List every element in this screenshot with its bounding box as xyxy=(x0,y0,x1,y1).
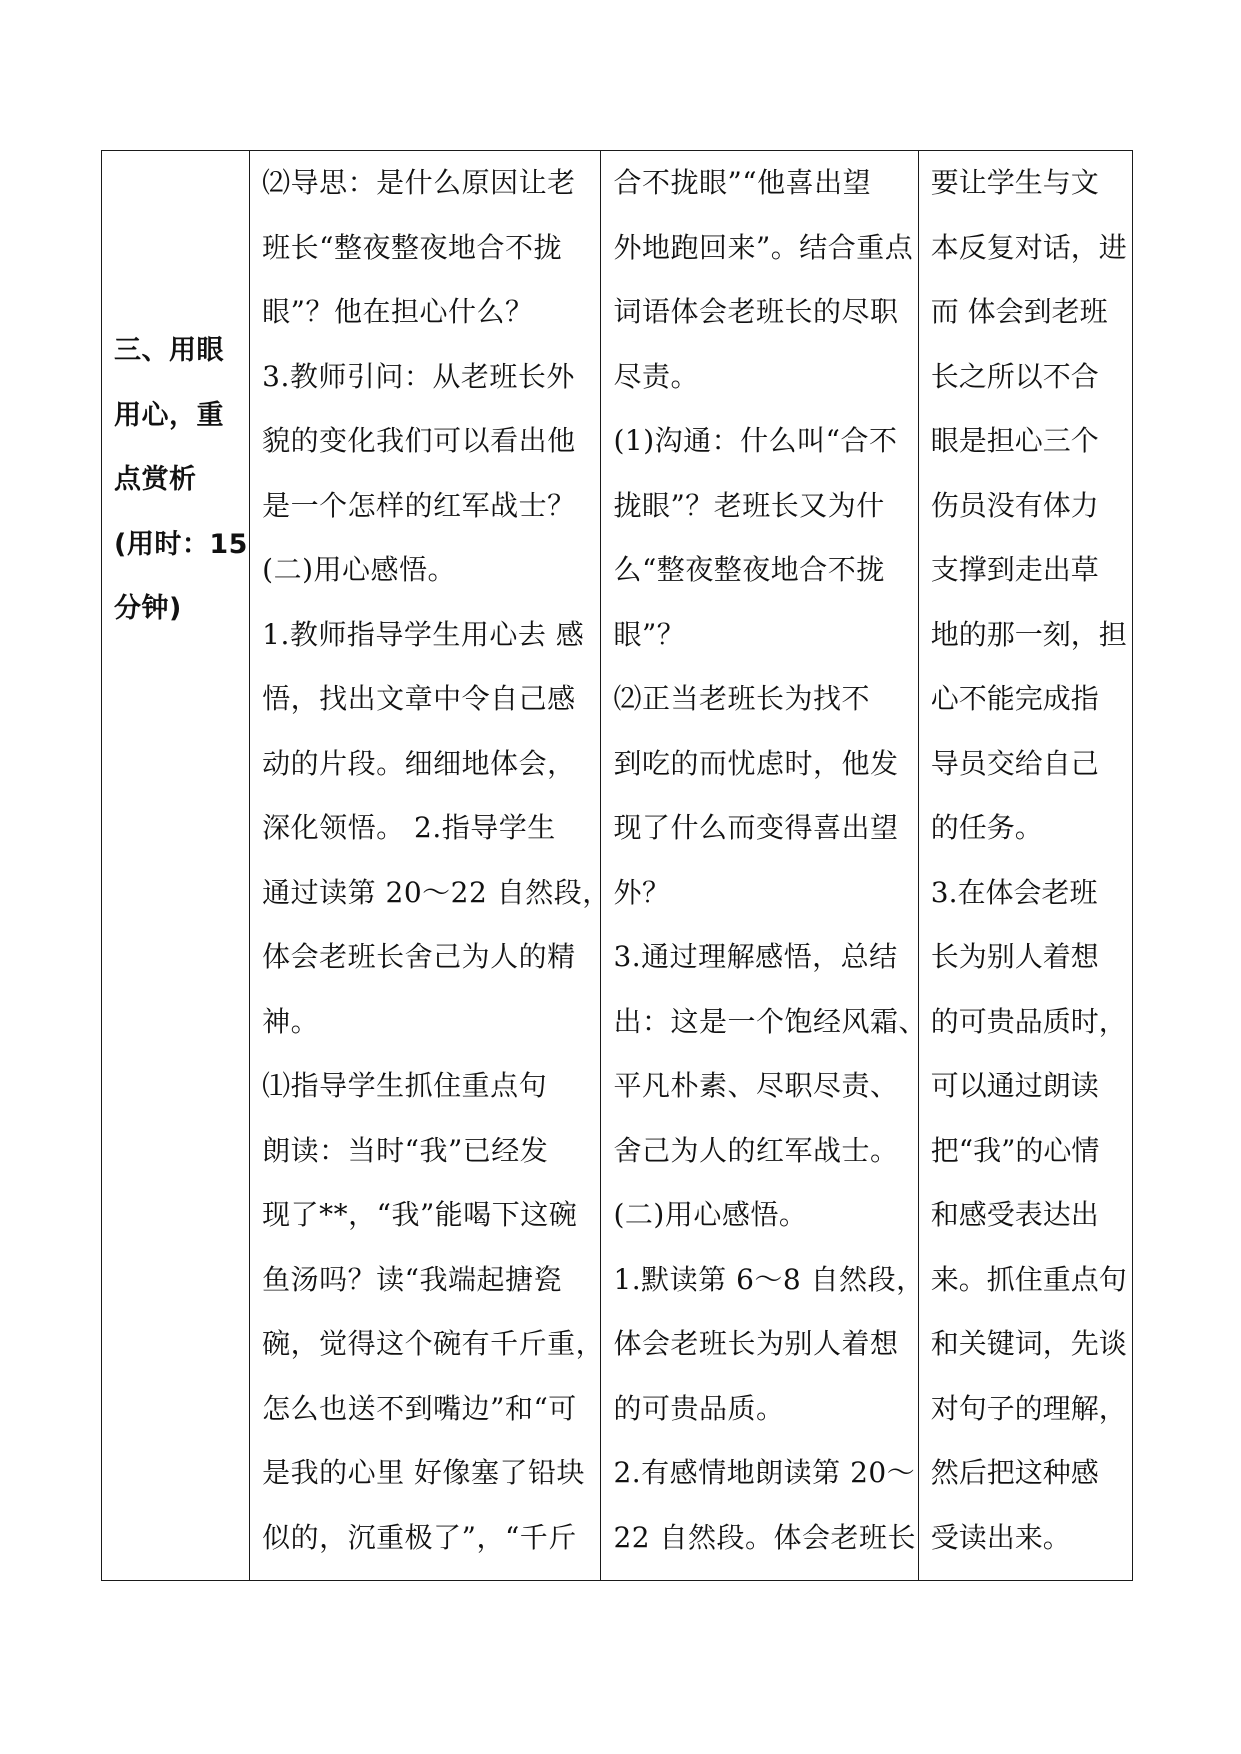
student-activity-line: 外地跑回来”。结合重点 xyxy=(613,230,914,264)
design-intent-line: 地的那一刻，担 xyxy=(930,617,1127,651)
student-activity-line: 尽责。 xyxy=(613,359,699,393)
section-label-line: 点赏析 xyxy=(114,464,197,495)
student-activity-line: 拢眼”？老班长又为什 xyxy=(613,488,885,522)
teacher-activity-line: 深化领悟。 2.指导学生 xyxy=(262,811,556,844)
student-activity-line: 22 自然段。体会老班长 xyxy=(613,1520,916,1554)
teacher-activity-line: 通过读第 20～22 自然段， xyxy=(262,875,611,909)
design-intent-line: 要让学生与文 xyxy=(930,166,1099,199)
student-activity-line: 现了什么而变得喜出望 xyxy=(613,811,899,844)
student-activity-line: 平凡朴素、尽职尽责、 xyxy=(613,1069,899,1102)
teacher-activity-line: 眼”？他在担心什么？ xyxy=(262,295,534,328)
design-intent-line: 把“我”的心情 xyxy=(930,1133,1100,1167)
student-activity-line: 词语体会老班长的尽职 xyxy=(613,295,899,328)
design-intent-line: 而 体会到老班 xyxy=(930,295,1108,328)
section-label xyxy=(102,151,249,652)
design-intent-line: 长之所以不合 xyxy=(930,359,1099,393)
student-activity-line: 的可贵品质。 xyxy=(613,1391,785,1425)
section-label-line: 用心，重 xyxy=(114,399,224,431)
teacher-activity-line: 1.教师指导学生用心去 感 xyxy=(262,617,585,651)
design-intent-text xyxy=(919,151,1132,1580)
design-intent-line: 伤员没有体力 xyxy=(930,488,1099,522)
student-activity-line: 外？ xyxy=(613,875,671,909)
teacher-activity-line: 朗读：当时“我”已经发 xyxy=(262,1133,549,1167)
student-activity-line: 合不拢眼”“他喜出望 xyxy=(613,166,872,199)
student-activity-line: 1.默读第 6～8 自然段， xyxy=(613,1262,925,1296)
teacher-activity-line: 悟，找出文章中令自己感 xyxy=(262,682,576,715)
design-intent-line: 导员交给自己 xyxy=(930,746,1099,780)
student-activity-line: 体会老班长为别人着想 xyxy=(613,1327,899,1360)
teacher-activity-line: 体会老班长舍己为人的精 xyxy=(262,940,576,973)
teacher-activity-line: 似的，沉重极了”，“千斤 xyxy=(262,1520,577,1554)
teacher-activity-text xyxy=(250,151,611,1580)
design-intent-line: 长为别人着想 xyxy=(930,940,1099,973)
student-activity-line: (1)沟通：什么叫“合不 xyxy=(613,424,898,457)
student-activity-line: 眼”？ xyxy=(613,617,686,651)
design-intent-cell xyxy=(918,151,1132,1581)
teacher-activity-line: 碗，觉得这个碗有千斤重， xyxy=(262,1327,605,1360)
design-intent-line: 和感受表达出 xyxy=(930,1198,1099,1231)
student-activity-line: 么“整夜整夜地合不拢 xyxy=(613,553,885,586)
design-intent-line: 3.在体会老班 xyxy=(930,875,1098,909)
teacher-activity-line: 现了**，“我”能喝下这碗 xyxy=(262,1198,578,1231)
student-activity-line: 舍己为人的红军战士。 xyxy=(613,1133,899,1167)
teacher-activity-line: ⑴指导学生抓住重点句 xyxy=(262,1069,548,1102)
section-label-cell xyxy=(102,151,250,1581)
student-activity-line: 2.有感情地朗读第 20～ xyxy=(613,1456,916,1489)
design-intent-line: 的可贵品质时， xyxy=(930,1004,1127,1038)
student-activity-line: (二)用心感悟。 xyxy=(613,1198,808,1231)
teacher-activity-line: ⑵导思：是什么原因让老 xyxy=(262,166,576,199)
design-intent-line: 然后把这种感 xyxy=(930,1456,1099,1489)
student-activity-cell xyxy=(601,151,927,1581)
student-activity-line: 到吃的而忧虑时，他发 xyxy=(613,746,899,780)
teacher-activity-line: 鱼汤吗？读“我端起搪瓷 xyxy=(262,1262,562,1296)
design-intent-line: 支撑到走出草 xyxy=(930,553,1099,586)
section-label-line: (用时：15 xyxy=(114,528,248,560)
student-activity-text xyxy=(601,151,927,1580)
student-activity-line: ⑵正当老班长为找不 xyxy=(613,682,870,715)
teacher-activity-line: 动的片段。细细地体会， xyxy=(262,746,576,780)
teacher-activity-line: 貌的变化我们可以看出他 xyxy=(262,424,576,457)
teacher-activity-line: 是一个怎样的红军战士？ xyxy=(262,488,576,522)
design-intent-line: 对句子的理解， xyxy=(930,1391,1127,1425)
teacher-activity-line: 3.教师引问：从老班长外 xyxy=(262,359,575,393)
design-intent-line: 和关键词，先谈 xyxy=(930,1327,1127,1360)
student-activity-line: 出：这是一个饱经风霜、 xyxy=(613,1004,927,1038)
design-intent-line: 本反复对话，进 xyxy=(930,230,1127,264)
design-intent-line: 可以通过朗读 xyxy=(930,1069,1099,1102)
teacher-activity-cell xyxy=(250,151,611,1581)
teacher-activity-line: 班长“整夜整夜地合不拢 xyxy=(262,230,562,264)
student-activity-line: 3.通过理解感悟，总结 xyxy=(613,940,898,973)
design-intent-line: 受读出来。 xyxy=(930,1520,1071,1554)
table-row xyxy=(102,151,1133,1581)
design-intent-line: 的任务。 xyxy=(930,811,1043,844)
design-intent-line: 来。抓住重点句 xyxy=(930,1262,1127,1296)
teacher-activity-line: 怎么也送不到嘴边”和“可 xyxy=(262,1391,577,1425)
teacher-activity-line: (二)用心感悟。 xyxy=(262,553,456,586)
section-label-line: 三、用眼 xyxy=(114,335,224,366)
design-intent-line: 心不能完成指 xyxy=(930,682,1099,715)
teacher-activity-line: 是我的心里 好像塞了铅块 xyxy=(262,1456,586,1489)
section-label-line: 分钟) xyxy=(114,593,182,624)
teacher-activity-line: 神。 xyxy=(262,1004,320,1038)
design-intent-line: 眼是担心三个 xyxy=(930,424,1099,457)
lesson-plan-table xyxy=(101,150,1133,1581)
